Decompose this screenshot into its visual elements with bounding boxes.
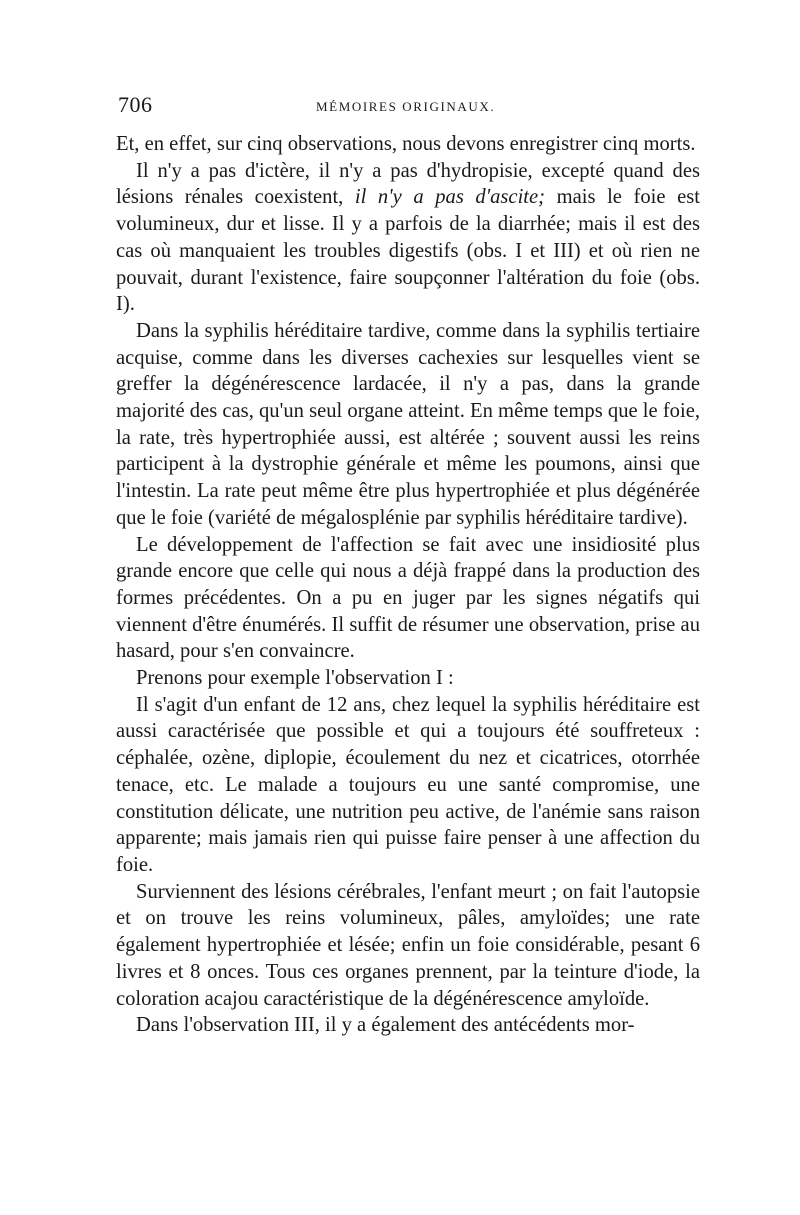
running-head: MÉMOIRES ORIGINAUX. — [316, 99, 496, 114]
page-header — [118, 92, 698, 122]
paragraph — [116, 158, 700, 318]
body-text — [116, 131, 700, 1039]
paragraph: Prenons pour exemple l'observation I : — [136, 667, 454, 690]
italic-phrase: il n'y a pas d'ascite; — [354, 186, 546, 209]
paragraph-text: Il n'y a pas d'ictère, il n'y a pas d'hydropisie, excepté quand des lésions rénales coexistent, — [116, 159, 700, 209]
paragraph: Surviennent des lésions cérébrales, l'enfant meurt ; on fait l'autopsie et on trouve les reins volumineux, pâles, amyloïdes; une rate également hypertrophiée et lésée; enfin un foie considérable, pesant 6 livres et 8 onces. Tous ces organes prennent, par la teinture d'iode, la coloration acajou caractéristique de la dégénérescence amyloïde. — [116, 880, 700, 1010]
paragraph-text: mais le foie est volumineux, dur et lisse. Il y a parfois de la diarrhée; mais il est des cas où manquaient les troubles digestifs (obs. I et III) et où rien ne pouvait, durant l'existence, faire soupçonner l'altération du foie (obs. I). — [116, 186, 700, 316]
paragraph: Le développement de l'affection se fait avec une insidiosité plus grande encore que celle qui nous a déjà frappé dans la production des formes précédentes. On a pu en juger par les signes négatifs qui viennent d'être énumérés. Il suffit de résumer une observation, prise au hasard, pour s'en convaincre. — [116, 533, 700, 663]
paragraph: Il s'agit d'un enfant de 12 ans, chez lequel la syphilis héréditaire est aussi caractérisée que possible et qui a toujours été souffreteux : céphalée, ozène, diplopie, écoulement du nez et cicatrices, otorrhée tenace, etc. Le malade a toujours eu une santé compromise, une constitution délicate, une nutrition peu active, de l'anémie sans raison apparente; mais jamais rien qui puisse faire penser à une affection du foie. — [116, 693, 700, 876]
page-number: 706 — [118, 92, 153, 117]
paragraph: Et, en effet, sur cinq observations, nous devons enregistrer cinq morts. — [116, 133, 696, 155]
paragraph: Dans l'observation III, il y a également des antécédents mor- — [136, 1014, 635, 1037]
paragraph: Dans la syphilis héréditaire tardive, comme dans la syphilis tertiaire acquise, comme dans les diverses cachexies sur lesquelles vient se greffer la dégénérescence lardacée, il n'y a pas, dans la grande majorité des cas, qu'un seul organe atteint. En même temps que le foie, la rate, très hypertrophiée aussi, est altérée ; souvent aussi les reins participent à la dystrophie générale et même les poumons, ainsi que l'intestin. La rate peut même être plus hypertrophiée et plus dégénérée que le foie (variété de mégalosplénie par syphilis héréditaire tardive). — [116, 319, 700, 529]
